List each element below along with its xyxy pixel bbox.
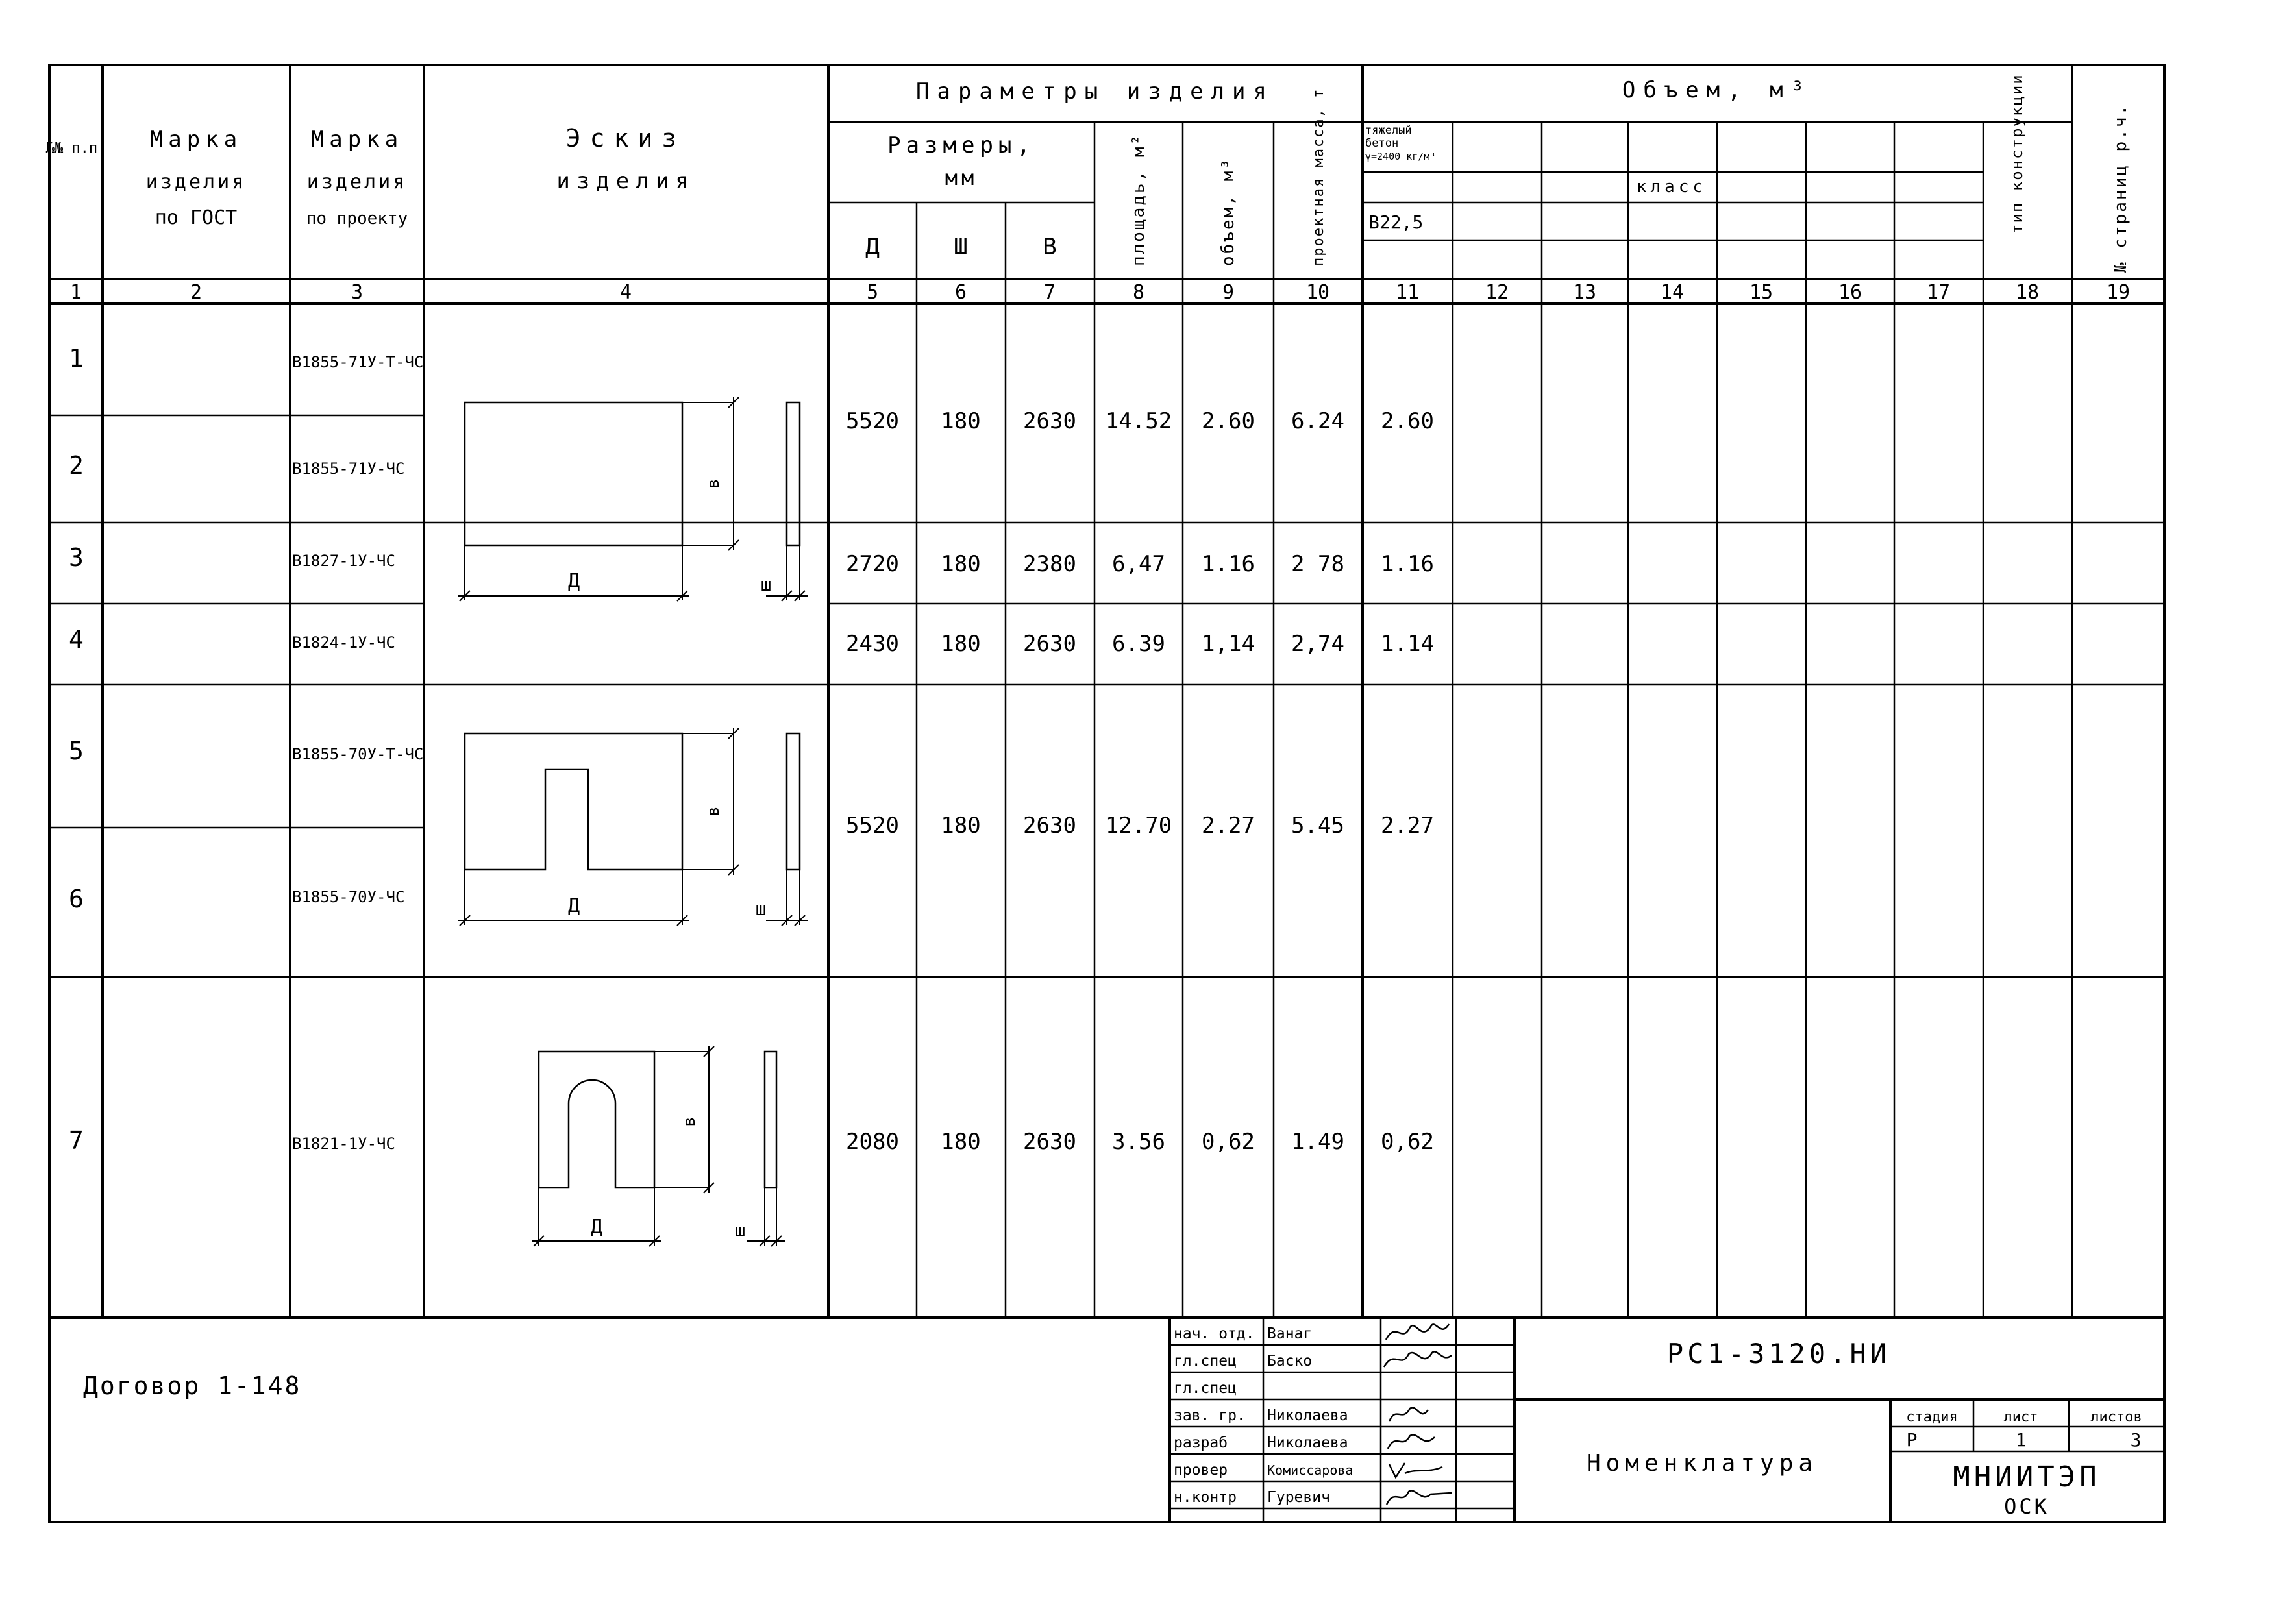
table-row bbox=[69, 885, 404, 913]
value-volume: 1.16 bbox=[1202, 551, 1255, 577]
signature-role: провер bbox=[1174, 1462, 1228, 1479]
value-v: 2380 bbox=[1023, 551, 1076, 577]
col-num: 1 bbox=[69, 281, 82, 304]
signature-name: Николаева bbox=[1267, 1434, 1348, 1451]
value-v: 2630 bbox=[1023, 408, 1076, 434]
sketch-label-v: в bbox=[680, 1116, 699, 1127]
header-class-value: В22,5 bbox=[1368, 212, 1424, 233]
value-volume: 1,14 bbox=[1202, 631, 1255, 657]
value-mass: 2 78 bbox=[1291, 551, 1344, 577]
signature-role: нач. отд. bbox=[1174, 1325, 1255, 1342]
value-mass: 1.49 bbox=[1291, 1129, 1344, 1155]
signature-mark bbox=[1389, 1463, 1442, 1477]
row-mark: В1855-71У-Т-ЧС bbox=[292, 353, 424, 371]
header-mark-gost-2: изделия bbox=[145, 171, 247, 193]
signature-name: Ванаг bbox=[1267, 1325, 1313, 1342]
value-area: 12.70 bbox=[1105, 813, 1172, 839]
signature-name: Комиссарова bbox=[1267, 1462, 1354, 1478]
value-d: 5520 bbox=[846, 408, 899, 434]
table-rows bbox=[69, 344, 423, 1155]
sheets-value: 3 bbox=[2130, 1429, 2142, 1451]
table-row bbox=[69, 625, 395, 654]
value-sh: 180 bbox=[941, 631, 981, 657]
col-num: 7 bbox=[1043, 281, 1056, 304]
value-sh: 180 bbox=[941, 551, 981, 577]
header-sketch-1: Эскиз bbox=[565, 124, 686, 153]
signature-scribbles bbox=[1384, 1324, 1452, 1505]
value-class-volume: 1.14 bbox=[1381, 631, 1434, 657]
col-num: 15 bbox=[1749, 281, 1774, 304]
header-dim-sh: Ш bbox=[954, 234, 968, 260]
col-num: 16 bbox=[1838, 281, 1862, 304]
signature-role: зав. гр. bbox=[1174, 1407, 1246, 1424]
signature-role: н.контр bbox=[1174, 1489, 1237, 1506]
header-mark-gost-1: Марка bbox=[149, 127, 243, 153]
value-area: 6.39 bbox=[1112, 631, 1165, 657]
value-v: 2630 bbox=[1023, 1129, 1076, 1155]
sketch-solid-panel bbox=[458, 397, 808, 601]
sketch-label-sh: ш bbox=[734, 1220, 746, 1241]
value-sh: 180 bbox=[941, 813, 981, 839]
header-sizes-2: мм bbox=[945, 166, 978, 190]
header-no-label: №№ п.п. bbox=[45, 140, 106, 156]
sheet-label: лист bbox=[2003, 1409, 2038, 1425]
header-dim-v: В bbox=[1043, 234, 1057, 260]
header-sizes-1: Размеры, bbox=[887, 132, 1035, 158]
signature-name: Николаева bbox=[1267, 1407, 1348, 1424]
header-concrete-2: бетон bbox=[1365, 137, 1399, 150]
col-num: 18 bbox=[2015, 281, 2040, 304]
organization-division: ОСК bbox=[2004, 1494, 2049, 1519]
header-concrete-3: γ=2400 кг/м³ bbox=[1365, 151, 1436, 162]
value-class-volume: 2.60 bbox=[1381, 408, 1434, 434]
value-d: 2720 bbox=[846, 551, 899, 577]
header-construction-type: тип конструкции bbox=[2008, 73, 2026, 234]
row-number: 7 bbox=[69, 1126, 84, 1155]
col-num: 2 bbox=[190, 281, 203, 304]
col-num: 3 bbox=[351, 281, 364, 304]
title-block bbox=[83, 1324, 2142, 1519]
value-volume: 2.27 bbox=[1202, 813, 1255, 839]
column-numbers bbox=[70, 281, 2130, 304]
table-row bbox=[69, 451, 404, 480]
row-number: 6 bbox=[69, 885, 84, 913]
table-row bbox=[69, 1126, 395, 1155]
header-sketch-2: изделия bbox=[556, 168, 695, 194]
value-class-volume: 0,62 bbox=[1381, 1129, 1434, 1155]
value-class-volume: 2.27 bbox=[1381, 813, 1434, 839]
sketch-label-sh: ш bbox=[760, 574, 772, 595]
sketch-label-v: в bbox=[704, 478, 723, 489]
table-row bbox=[846, 408, 1434, 434]
col-num: 13 bbox=[1572, 281, 1597, 304]
signature-mark bbox=[1387, 1490, 1452, 1505]
value-class-volume: 1.16 bbox=[1381, 551, 1434, 577]
table-row bbox=[69, 344, 423, 373]
value-area: 14.52 bbox=[1105, 408, 1172, 434]
table-row bbox=[846, 813, 1434, 839]
signature-name: Баско bbox=[1267, 1353, 1313, 1370]
sheet-value: 1 bbox=[2015, 1429, 2027, 1451]
sketch-label-d: Д bbox=[590, 1216, 603, 1238]
contract-number: Договор 1-148 bbox=[83, 1372, 302, 1400]
row-mark: В1824-1У-ЧС bbox=[292, 634, 395, 652]
header-dim-d: Д bbox=[865, 234, 880, 260]
value-volume: 2.60 bbox=[1202, 408, 1255, 434]
sketch-label-sh: ш bbox=[755, 898, 767, 920]
header-mark-project-1: Марка bbox=[310, 127, 404, 153]
header-concrete-1: тяжелый bbox=[1365, 124, 1412, 137]
signature-mark bbox=[1386, 1324, 1449, 1340]
sketch-label-v: в bbox=[704, 806, 723, 817]
signature-name: Гуревич bbox=[1267, 1489, 1330, 1506]
row-mark: В1855-70У-Т-ЧС bbox=[292, 745, 424, 763]
header-page-no: № страниц р.ч. bbox=[2111, 103, 2131, 273]
row-mark: В1855-71У-ЧС bbox=[292, 460, 405, 478]
value-mass: 2,74 bbox=[1291, 631, 1344, 657]
table-row bbox=[69, 737, 423, 765]
table-row bbox=[846, 631, 1434, 657]
row-number: 3 bbox=[69, 543, 84, 572]
value-d: 2080 bbox=[846, 1129, 899, 1155]
col-num: 17 bbox=[1926, 281, 1951, 304]
col-num: 14 bbox=[1660, 281, 1685, 304]
value-area: 3.56 bbox=[1112, 1129, 1165, 1155]
value-mass: 5.45 bbox=[1291, 813, 1344, 839]
sheets-label: листов bbox=[2090, 1409, 2142, 1425]
col-num: 9 bbox=[1222, 281, 1235, 304]
table-row bbox=[69, 543, 395, 572]
stage-label: стадия bbox=[1906, 1409, 1958, 1425]
header-mark-project-2: изделия bbox=[306, 171, 408, 193]
document-title: Номенклатура bbox=[1586, 1450, 1818, 1477]
row-number: 1 bbox=[69, 344, 84, 373]
col-num: 11 bbox=[1395, 281, 1420, 304]
value-sh: 180 bbox=[941, 408, 981, 434]
value-d: 2430 bbox=[846, 631, 899, 657]
sketch-label-d: Д bbox=[567, 894, 580, 917]
header-mark-gost-3: по ГОСТ bbox=[155, 206, 238, 229]
row-number: 5 bbox=[69, 737, 84, 765]
table-row bbox=[846, 1129, 1434, 1155]
header-params: Параметры изделия bbox=[916, 79, 1274, 105]
signature-role: разраб bbox=[1174, 1434, 1228, 1451]
value-sh: 180 bbox=[941, 1129, 981, 1155]
value-area: 6,47 bbox=[1112, 551, 1165, 577]
header-volume-group: Объем, м³ bbox=[1622, 77, 1812, 103]
row-mark: В1821-1У-ЧС bbox=[292, 1135, 395, 1153]
stage-value: Р bbox=[1906, 1429, 1918, 1451]
signature-mark bbox=[1384, 1351, 1452, 1367]
row-mark: В1827-1У-ЧС bbox=[292, 552, 395, 570]
signature-role: гл.спец bbox=[1174, 1353, 1237, 1370]
col-num: 6 bbox=[954, 281, 967, 304]
col-num: 8 bbox=[1132, 281, 1145, 304]
table-row bbox=[846, 551, 1434, 577]
sketch-door-panel bbox=[458, 728, 808, 926]
signature-role: гл.спец bbox=[1174, 1380, 1237, 1397]
value-d: 5520 bbox=[846, 813, 899, 839]
header-area: площадь, м² bbox=[1129, 132, 1148, 266]
header-volume: объем, м³ bbox=[1218, 157, 1238, 266]
value-v: 2630 bbox=[1023, 631, 1076, 657]
row-number: 2 bbox=[69, 451, 84, 480]
col-num: 10 bbox=[1305, 281, 1330, 304]
value-v: 2630 bbox=[1023, 813, 1076, 839]
col-num: 19 bbox=[2106, 281, 2131, 304]
col-num: 5 bbox=[866, 281, 879, 304]
value-mass: 6.24 bbox=[1291, 408, 1344, 434]
col-num: 4 bbox=[619, 281, 632, 304]
signature-mark bbox=[1389, 1408, 1428, 1421]
header-mass: проектная масса, т bbox=[1311, 88, 1327, 266]
table-header bbox=[45, 73, 2131, 273]
document-code: РС1-3120.НИ bbox=[1666, 1338, 1891, 1370]
row-mark: В1855-70У-ЧС bbox=[292, 888, 405, 906]
col-num: 12 bbox=[1485, 281, 1509, 304]
organization: МНИИТЭП bbox=[1953, 1460, 2101, 1494]
header-class-label: класс bbox=[1636, 177, 1707, 197]
value-volume: 0,62 bbox=[1202, 1129, 1255, 1155]
sketch-arch-panel bbox=[532, 1046, 785, 1246]
header-mark-project-3: по проекту bbox=[306, 209, 408, 228]
signature-mark bbox=[1388, 1435, 1435, 1449]
row-number: 4 bbox=[69, 625, 84, 654]
sketch-label-d: Д bbox=[567, 570, 580, 593]
parameter-values bbox=[846, 408, 1434, 1155]
